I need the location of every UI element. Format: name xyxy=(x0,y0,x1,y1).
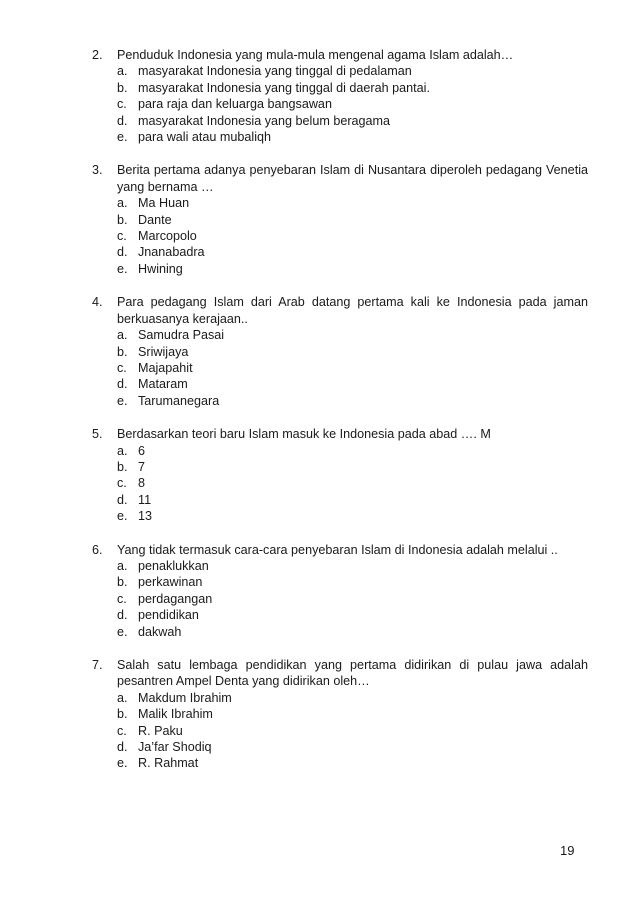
option-list xyxy=(92,195,588,277)
option-a xyxy=(117,690,588,706)
question-number: 5. xyxy=(92,427,103,442)
option-e xyxy=(117,393,588,409)
question-number: 6. xyxy=(92,542,103,557)
option-letter: b. xyxy=(117,344,128,359)
option-text: para wali atau mubaliqh xyxy=(138,130,272,145)
option-letter: d. xyxy=(117,608,128,623)
option-text: perdagangan xyxy=(138,591,213,606)
question-5 xyxy=(92,426,588,524)
option-letter: e. xyxy=(117,393,128,408)
option-c xyxy=(117,96,588,112)
option-letter: e. xyxy=(117,130,128,145)
option-letter: a. xyxy=(117,196,128,211)
option-text: 11 xyxy=(138,492,152,507)
option-letter: a. xyxy=(117,64,128,79)
question-3 xyxy=(92,162,588,277)
option-letter: d. xyxy=(117,492,128,507)
option-c xyxy=(117,228,588,244)
option-a xyxy=(117,558,588,574)
question-stem xyxy=(92,162,588,195)
question-text: Penduduk Indonesia yang mula-mula mengenal agama Islam adalah… xyxy=(117,48,514,62)
option-text: Marcopolo xyxy=(138,229,197,244)
option-text: Samudra Pasai xyxy=(138,328,225,343)
option-text: R. Rahmat xyxy=(138,756,199,771)
option-letter: b. xyxy=(117,575,128,590)
option-letter: a. xyxy=(117,443,128,458)
question-stem xyxy=(92,542,588,558)
option-text: Dante xyxy=(138,212,172,227)
question-stem xyxy=(92,47,588,63)
option-a xyxy=(117,63,588,79)
option-b xyxy=(117,706,588,722)
question-list xyxy=(92,47,588,789)
option-letter: c. xyxy=(117,229,127,244)
option-text: Malik Ibrahim xyxy=(138,707,213,722)
option-text: R. Paku xyxy=(138,723,183,738)
option-list xyxy=(92,63,588,145)
option-text: 13 xyxy=(138,509,153,524)
option-letter: d. xyxy=(117,245,128,260)
option-d xyxy=(117,739,588,755)
option-d xyxy=(117,113,588,129)
option-letter: e. xyxy=(117,261,128,276)
question-2 xyxy=(92,47,588,145)
option-e xyxy=(117,624,588,640)
question-number: 2. xyxy=(92,48,103,62)
option-letter: e. xyxy=(117,509,128,524)
option-b xyxy=(117,344,588,360)
option-d xyxy=(117,492,588,508)
option-c xyxy=(117,475,588,491)
question-text: Yang tidak termasuk cara-cara penyebaran Islam di Indonesia adalah melalui .. xyxy=(117,542,558,557)
option-text: dakwah xyxy=(138,624,182,639)
option-d xyxy=(117,244,588,260)
option-letter: b. xyxy=(117,80,128,95)
option-d xyxy=(117,376,588,392)
option-letter: c. xyxy=(117,360,127,375)
option-text: 8 xyxy=(138,476,146,491)
question-text: Para pedagang Islam dari Arab datang pertama kali ke Indonesia pada jaman berkuasanya kerajaan.. xyxy=(117,295,588,326)
option-letter: a. xyxy=(117,558,128,573)
option-text: para raja dan keluarga bangsawan xyxy=(138,97,332,112)
option-text: Tarumanegara xyxy=(138,393,220,408)
option-b xyxy=(117,574,588,590)
question-number: 3. xyxy=(92,163,103,178)
option-a xyxy=(117,195,588,211)
question-stem xyxy=(92,426,588,442)
option-text: 6 xyxy=(138,443,146,458)
option-a xyxy=(117,327,588,343)
option-e xyxy=(117,129,588,145)
option-letter: e. xyxy=(117,756,128,771)
option-d xyxy=(117,607,588,623)
option-letter: c. xyxy=(117,476,127,491)
option-letter: c. xyxy=(117,591,127,606)
option-b xyxy=(117,459,588,475)
option-letter: b. xyxy=(117,459,128,474)
option-list xyxy=(92,558,588,640)
option-text: Mataram xyxy=(138,377,188,392)
option-letter: c. xyxy=(117,723,127,738)
question-stem xyxy=(92,657,588,690)
option-list xyxy=(92,327,588,409)
option-letter: e. xyxy=(117,624,128,639)
option-letter: d. xyxy=(117,377,128,392)
option-text: Jnanabadra xyxy=(138,245,205,260)
option-text: Makdum Ibrahim xyxy=(138,690,232,705)
option-e xyxy=(117,755,588,771)
question-text: Berdasarkan teori baru Islam masuk ke Indonesia pada abad …. M xyxy=(117,427,491,442)
option-text: 7 xyxy=(138,459,146,474)
question-text: Salah satu lembaga pendidikan yang pertama didirikan di pulau jawa adalah pesantren Ampel Denta yang didirikan oleh… xyxy=(117,658,588,689)
option-text: Majapahit xyxy=(138,360,193,375)
option-c xyxy=(117,723,588,739)
option-e xyxy=(117,508,588,524)
question-text: Berita pertama adanya penyebaran Islam di Nusantara diperoleh pedagang Venetia yang bernama … xyxy=(117,163,588,194)
option-text: Hwining xyxy=(138,261,183,276)
option-c xyxy=(117,591,588,607)
option-list xyxy=(92,690,588,772)
option-text: Sriwijaya xyxy=(138,344,189,359)
question-number: 4. xyxy=(92,295,103,310)
page-number: 19 xyxy=(560,843,575,858)
option-b xyxy=(117,80,588,96)
question-7 xyxy=(92,657,588,772)
option-a xyxy=(117,443,588,459)
option-letter: a. xyxy=(117,328,128,343)
question-number: 7. xyxy=(92,658,103,672)
option-e xyxy=(117,261,588,277)
option-letter: d. xyxy=(117,740,128,755)
option-letter: c. xyxy=(117,97,127,112)
question-4 xyxy=(92,294,588,409)
option-letter: a. xyxy=(117,690,128,705)
question-6 xyxy=(92,542,588,640)
option-c xyxy=(117,360,588,376)
option-letter: d. xyxy=(117,113,128,128)
option-text: penaklukkan xyxy=(138,558,209,573)
option-text: Ja’far Shodiq xyxy=(138,740,212,755)
option-letter: b. xyxy=(117,212,128,227)
option-letter: b. xyxy=(117,707,128,722)
option-text: pendidikan xyxy=(138,608,199,623)
option-text: masyarakat Indonesia yang tinggal di daerah pantai. xyxy=(138,80,430,95)
option-text: perkawinan xyxy=(138,575,203,590)
option-text: Ma Huan xyxy=(138,196,190,211)
option-text: masyarakat Indonesia yang belum beragama xyxy=(138,113,391,128)
option-b xyxy=(117,212,588,228)
question-stem xyxy=(92,294,588,327)
option-text: masyarakat Indonesia yang tinggal di pedalaman xyxy=(138,64,412,79)
option-list xyxy=(92,443,588,525)
